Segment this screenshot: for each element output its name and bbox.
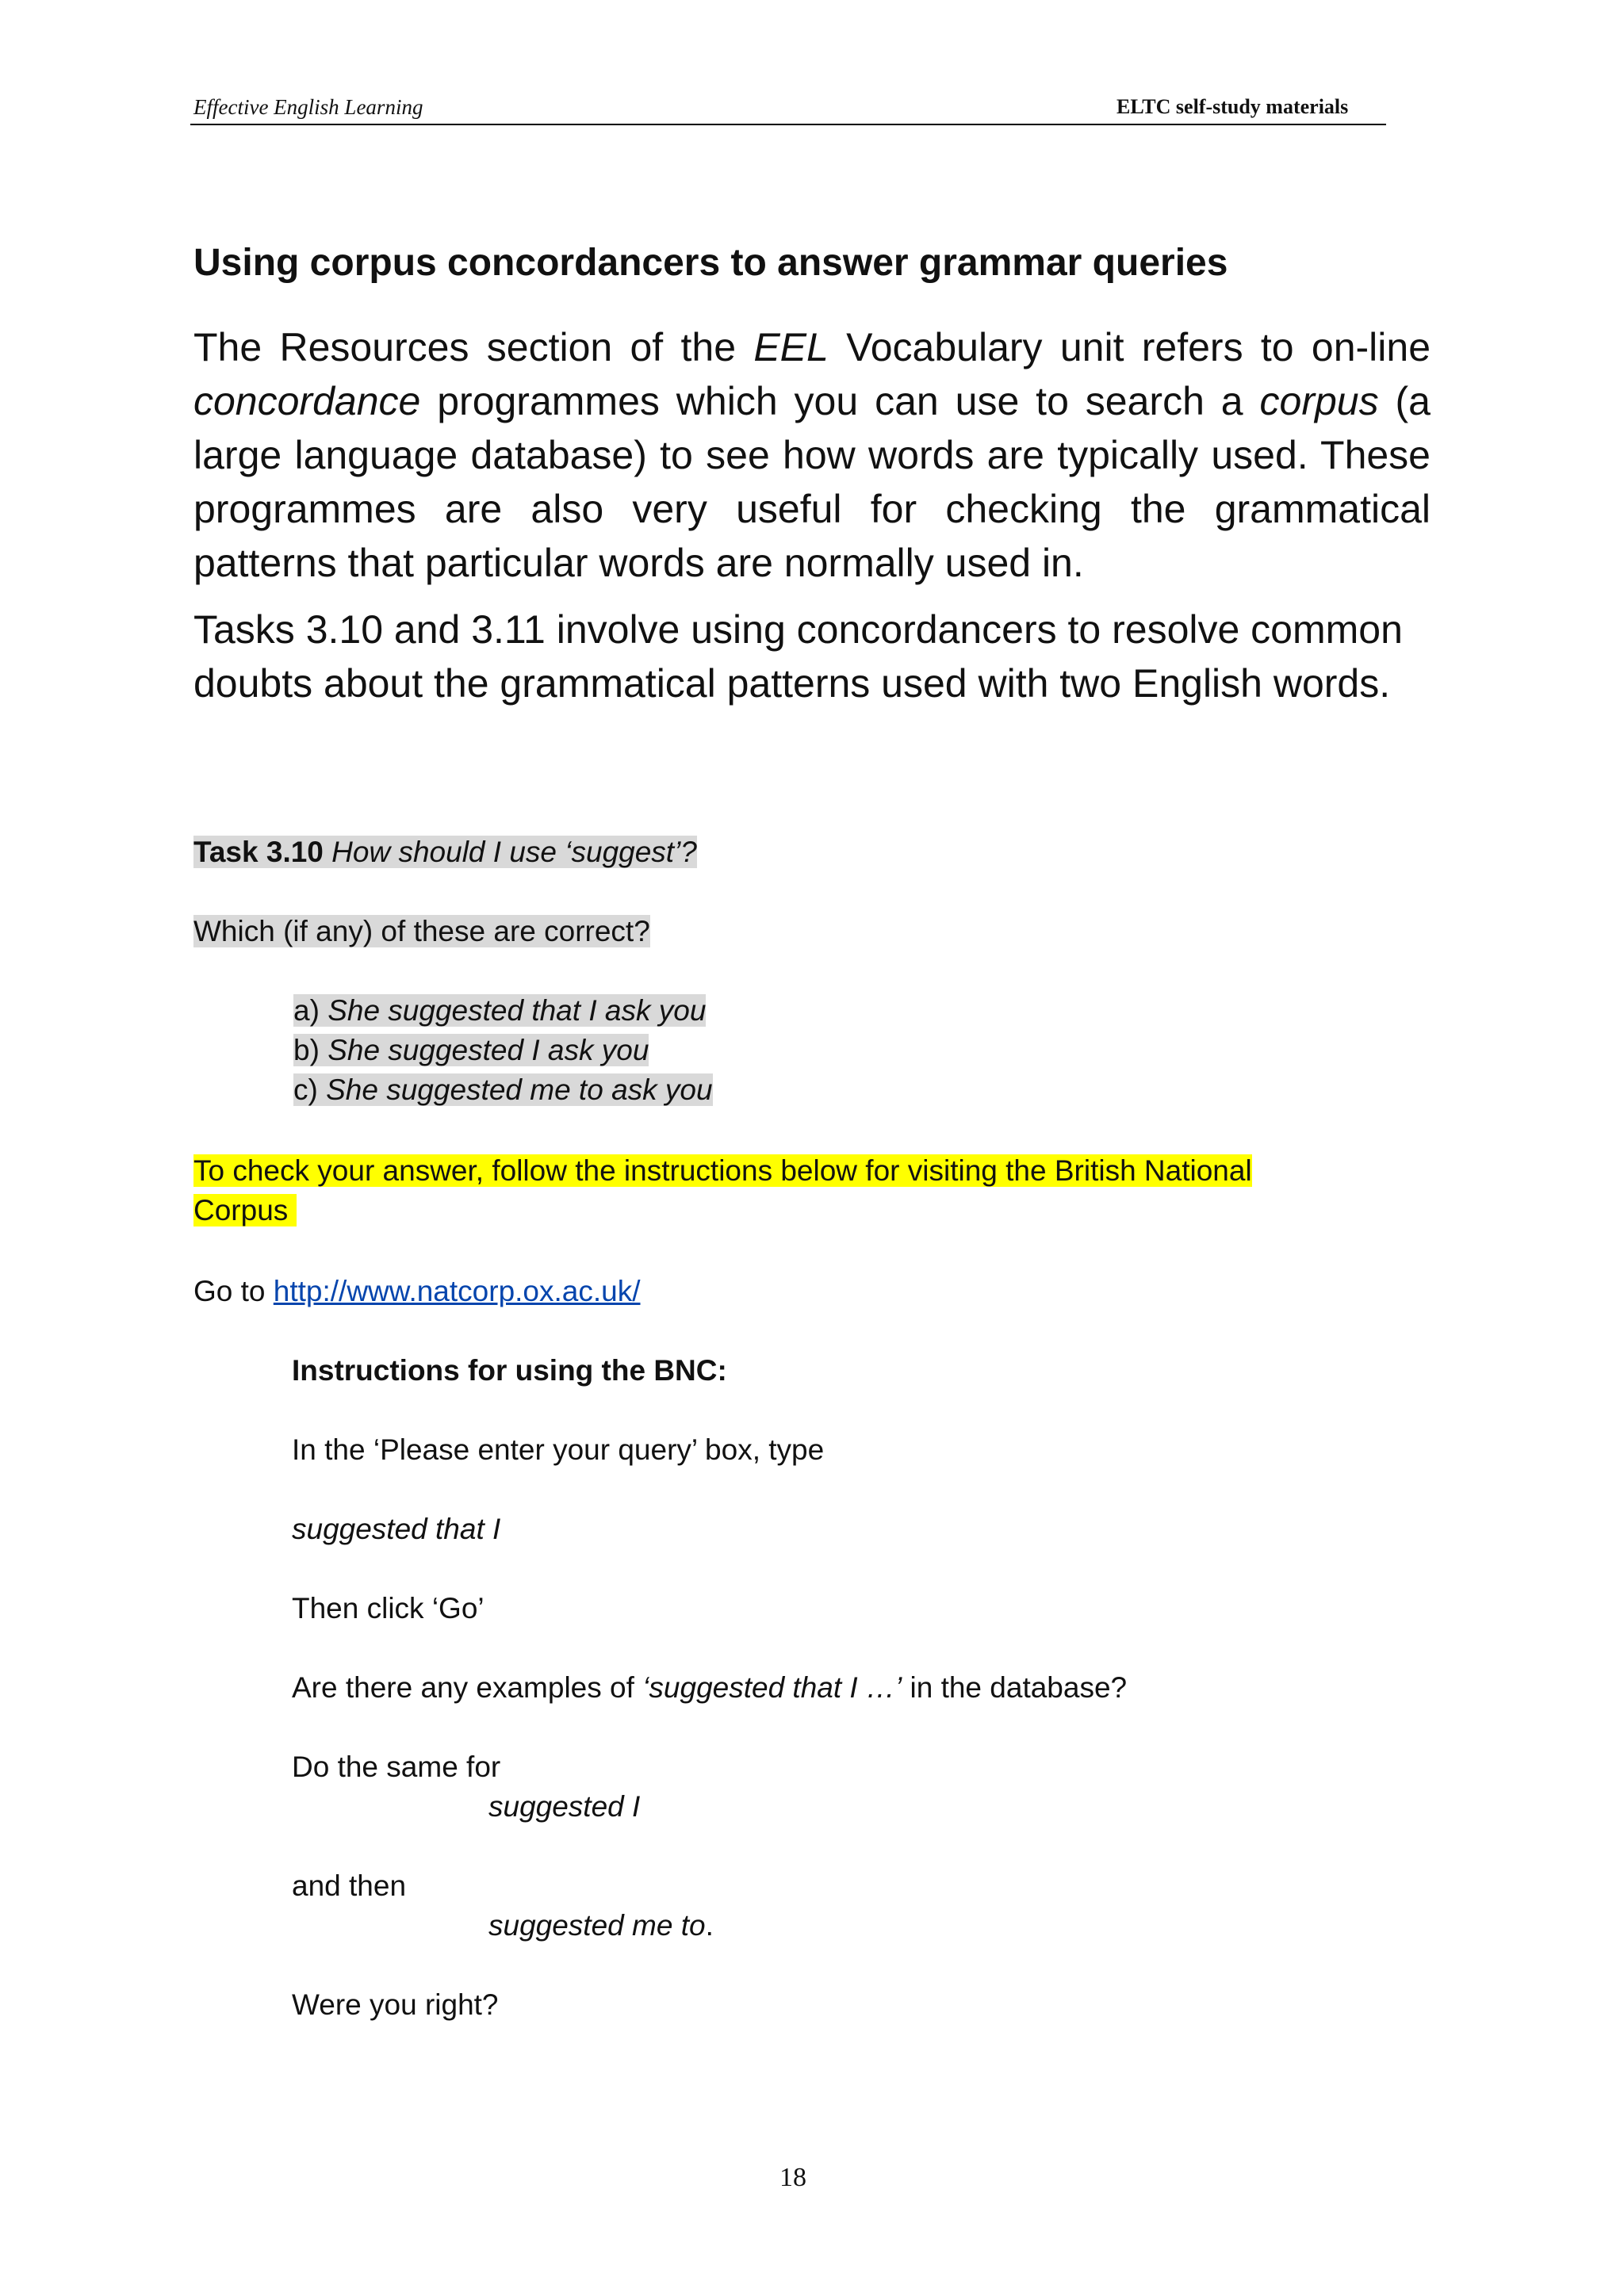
task-heading: [193, 832, 697, 872]
intro-paragraph-1: The Resources section of the EEL Vocabulary unit refers to on-line concordance programmes which you can use to search a corpus (a large language database) to see how words are typically used. These programmes are also very useful for checking the grammatical patterns that particular words are normally used in.: [193, 325, 1431, 585]
goto-line: Go to http://www.natcorp.ox.ac.uk/: [193, 1275, 641, 1307]
instructions-heading: Instructions for using the BNC:: [292, 1354, 727, 1387]
option-c: c) She suggested me to ask you: [293, 1073, 713, 1106]
intro-paragraph-2: Tasks 3.10 and 3.11 involve using concordancers to resolve common doubts about the grammatical patterns used with two English words.: [193, 607, 1403, 706]
check-answer-instruction: To check your answer, follow the instructions below for visiting the British National Corpus: [193, 1154, 1252, 1226]
were-you-right: Were you right?: [292, 1988, 499, 2021]
answer-options: [293, 991, 713, 1110]
section-title: Using corpus concordancers to answer grammar queries: [193, 242, 1228, 284]
instruction-step-1: In the ‘Please enter your query’ box, type: [292, 1433, 825, 1466]
instruction-step-2: Then click ‘Go’: [292, 1592, 485, 1624]
task-question: How should I use ‘suggest’?: [331, 836, 697, 868]
page-number: 18: [779, 2163, 806, 2192]
running-header-right: ELTC self-study materials: [1116, 95, 1349, 118]
query-3: suggested me to.: [488, 1909, 714, 1942]
and-then: and then: [292, 1869, 407, 1902]
running-header-left: Effective English Learning: [193, 95, 423, 119]
header-rule: [190, 124, 1386, 125]
option-b: b) She suggested I ask you: [293, 1034, 649, 1066]
bnc-link[interactable]: http://www.natcorp.ox.ac.uk/: [273, 1275, 641, 1307]
option-a: a) She suggested that I ask you: [293, 994, 707, 1027]
do-same-for: Do the same for: [292, 1751, 501, 1783]
task-prompt: Which (if any) of these are correct?: [193, 915, 650, 947]
query-1: suggested that I: [292, 1513, 501, 1545]
instruction-question: Are there any examples of ‘suggested that I …’ in the database?: [292, 1671, 1128, 1704]
query-2: suggested I: [488, 1790, 641, 1823]
task-label: Task 3.10: [193, 836, 324, 868]
